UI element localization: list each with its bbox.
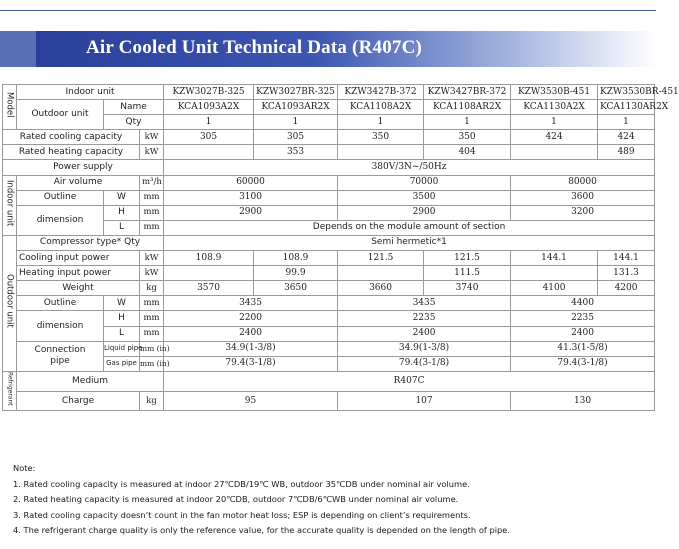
heating-input-1-empty: [164, 266, 254, 281]
label-outline: Outline: [17, 296, 104, 311]
outdoor-l-3: 2400: [511, 326, 655, 341]
heating-1-empty: [164, 145, 254, 160]
notes: [13, 461, 510, 539]
gas-3: 79.4(3-1/8): [511, 356, 655, 371]
indoor-l-value: Depends on the module amount of section: [164, 220, 655, 235]
unit-kw: kW: [140, 130, 164, 145]
indoor-h-2: 2900: [338, 205, 511, 220]
unit-kw: kW: [140, 145, 164, 160]
row-air-volume: [3, 175, 655, 190]
banner-accent: [0, 31, 36, 67]
label-gas-pipe: Gas pipe: [104, 356, 140, 371]
unit-kg: kg: [140, 391, 164, 411]
heating-4: 404: [424, 145, 511, 160]
label-weight: Weight: [17, 281, 140, 296]
cooling-5: 424: [511, 130, 598, 145]
heating-input-6: 131.3: [598, 266, 655, 281]
label-w: W: [104, 296, 140, 311]
row-heating-input: [3, 266, 655, 281]
cooling-input-2: 108.9: [254, 251, 338, 266]
indoor-h-3: 3200: [511, 205, 655, 220]
title-banner: [0, 31, 656, 67]
weight-5: 4100: [511, 281, 598, 296]
section-model: Model: [3, 85, 17, 130]
row-power-supply: [3, 160, 655, 175]
label-connection: Connection: [34, 345, 86, 356]
label-qty: Qty: [104, 115, 164, 130]
row-charge: [3, 391, 655, 411]
unit-mm-in: mm (in): [140, 341, 164, 356]
heating-input-2: 99.9: [254, 266, 338, 281]
compressor-value: Semi hermetic*1: [164, 235, 655, 250]
page-title: Air Cooled Unit Technical Data (R407C): [86, 37, 423, 58]
indoor-w-3: 3600: [511, 190, 655, 205]
label-outline: Outline: [17, 190, 104, 205]
label-dimension: dimension: [17, 311, 104, 341]
section-indoor: Indoor unit: [3, 175, 17, 235]
row-weight: [3, 281, 655, 296]
row-rated-heating: [3, 145, 655, 160]
outdoor-h-1: 2200: [164, 311, 338, 326]
unit-kw: kW: [140, 251, 164, 266]
label-l: L: [104, 326, 140, 341]
indoor-model-4: KZW3427BR-372: [424, 85, 511, 100]
row-outdoor-h: [3, 311, 655, 326]
row-indoor-unit: [3, 85, 655, 100]
cooling-2: 305: [254, 130, 338, 145]
label-h: H: [104, 205, 140, 220]
outdoor-h-3: 2235: [511, 311, 655, 326]
outdoor-w-2: 3435: [338, 296, 511, 311]
indoor-w-1: 3100: [164, 190, 338, 205]
outdoor-model-6: KCA1130AR2X: [598, 100, 655, 115]
outdoor-model-2: KCA1093AR2X: [254, 100, 338, 115]
liquid-1: 34.9(1-3/8): [164, 341, 338, 356]
weight-1: 3570: [164, 281, 254, 296]
heating-6: 489: [598, 145, 655, 160]
label-pipe: pipe: [50, 356, 70, 367]
label-indoor-unit: Indoor unit: [17, 85, 164, 100]
outdoor-model-5: KCA1130A2X: [511, 100, 598, 115]
indoor-model-6: KZW3530BR-451: [598, 85, 655, 100]
unit-mm-in: mm (in): [140, 356, 164, 371]
liquid-3: 41.3(1-5/8): [511, 341, 655, 356]
unit-mm: mm: [140, 205, 164, 220]
qty-5: 1: [511, 115, 598, 130]
qty-6: 1: [598, 115, 655, 130]
label-compressor: Compressor type* Qty: [17, 235, 164, 250]
heating-input-3-empty: [338, 266, 424, 281]
cooling-input-5: 144.1: [511, 251, 598, 266]
qty-1: 1: [164, 115, 254, 130]
label-connection-pipe: [17, 341, 104, 371]
label-charge: Charge: [17, 391, 140, 411]
outdoor-h-2: 2235: [338, 311, 511, 326]
indoor-model-3: KZW3427B-372: [338, 85, 424, 100]
unit-m3h: m³/h: [140, 175, 164, 190]
unit-mm: mm: [140, 190, 164, 205]
heating-3-empty: [338, 145, 424, 160]
charge-3: 130: [511, 391, 655, 411]
banner-gradient: [36, 31, 656, 67]
heating-input-4: 111.5: [424, 266, 511, 281]
outdoor-model-3: KCA1108A2X: [338, 100, 424, 115]
notes-heading: Note:: [13, 463, 36, 473]
note-1: 1. Rated cooling capacity is measured at indoor 27℃DB/19℃ WB, outdoor 35℃DB under nominal air volume.: [13, 478, 470, 489]
unit-kw: kW: [140, 266, 164, 281]
indoor-model-5: KZW3530B-451: [511, 85, 598, 100]
heating-input-5-empty: [511, 266, 598, 281]
row-indoor-w: [3, 190, 655, 205]
air-volume-2: 70000: [338, 175, 511, 190]
qty-4: 1: [424, 115, 511, 130]
cooling-input-6: 144.1: [598, 251, 655, 266]
cooling-6: 424: [598, 130, 655, 145]
cooling-3: 350: [338, 130, 424, 145]
outdoor-l-2: 2400: [338, 326, 511, 341]
indoor-h-1: 2900: [164, 205, 338, 220]
label-rated-heating: Rated heating capacity: [3, 145, 140, 160]
note-3: 3. Rated cooling capacity doesn’t count in the fan motor heat loss; ESP is depending on client’s requirements.: [13, 509, 471, 520]
label-dimension: dimension: [17, 205, 104, 235]
cooling-input-1: 108.9: [164, 251, 254, 266]
row-medium: [3, 371, 655, 391]
label-rated-cooling: Rated cooling capacity: [3, 130, 140, 145]
cooling-1: 305: [164, 130, 254, 145]
label-air-volume: Air volume: [17, 175, 140, 190]
indoor-model-1: KZW3027B-325: [164, 85, 254, 100]
qty-3: 1: [338, 115, 424, 130]
liquid-2: 34.9(1-3/8): [338, 341, 511, 356]
heating-5-empty: [511, 145, 598, 160]
unit-mm: mm: [140, 296, 164, 311]
row-rated-cooling: [3, 130, 655, 145]
gas-2: 79.4(3-1/8): [338, 356, 511, 371]
row-outdoor-w: [3, 296, 655, 311]
weight-4: 3740: [424, 281, 511, 296]
row-liquid-pipe: [3, 341, 655, 356]
air-volume-1: 60000: [164, 175, 338, 190]
heating-2: 353: [254, 145, 338, 160]
weight-3: 3660: [338, 281, 424, 296]
medium-value: R407C: [164, 371, 655, 391]
outdoor-model-4: KCA1108AR2X: [424, 100, 511, 115]
indoor-model-2: KZW3027BR-325: [254, 85, 338, 100]
outdoor-w-3: 4400: [511, 296, 655, 311]
cooling-input-3: 121.5: [338, 251, 424, 266]
row-cooling-input: [3, 251, 655, 266]
label-liquid-pipe: Liquid pipe: [104, 341, 140, 356]
gas-1: 79.4(3-1/8): [164, 356, 338, 371]
cooling-input-4: 121.5: [424, 251, 511, 266]
section-outdoor: Outdoor unit: [3, 235, 17, 371]
label-w: W: [104, 190, 140, 205]
technical-data-table: [2, 84, 679, 411]
note-2: 2. Rated heating capacity is measured at indoor 20℃DB, outdoor 7℃DB/6℃WB under nominal air volume.: [13, 494, 459, 504]
label-medium: Medium: [17, 371, 164, 391]
label-name: Name: [104, 100, 164, 115]
row-outdoor-name: [3, 100, 655, 115]
charge-2: 107: [338, 391, 511, 411]
power-supply-value: 380V/3N~/50Hz: [164, 160, 655, 175]
outdoor-model-1: KCA1093A2X: [164, 100, 254, 115]
outdoor-l-1: 2400: [164, 326, 338, 341]
label-heating-input: Heating input power: [17, 266, 140, 281]
unit-mm: mm: [140, 326, 164, 341]
row-compressor: [3, 235, 655, 250]
note-4: 4. The refrigerant charge quality is only the reference value, for the accurate quality is depended on the length of pipe.: [13, 525, 511, 535]
label-h: H: [104, 311, 140, 326]
label-outdoor-unit: Outdoor unit: [17, 100, 104, 130]
weight-6: 4200: [598, 281, 655, 296]
label-cooling-input: Cooling input power: [17, 251, 140, 266]
top-rule: [0, 10, 656, 11]
cooling-4: 350: [424, 130, 511, 145]
row-indoor-h: [3, 205, 655, 220]
section-refrigerant: Refrigerant: [3, 371, 17, 411]
charge-1: 95: [164, 391, 338, 411]
qty-2: 1: [254, 115, 338, 130]
air-volume-3: 80000: [511, 175, 655, 190]
label-l: L: [104, 220, 140, 235]
indoor-w-2: 3500: [338, 190, 511, 205]
unit-mm: mm: [140, 220, 164, 235]
label-power-supply: Power supply: [3, 160, 164, 175]
unit-kg: kg: [140, 281, 164, 296]
outdoor-w-1: 3435: [164, 296, 338, 311]
weight-2: 3650: [254, 281, 338, 296]
unit-mm: mm: [140, 311, 164, 326]
